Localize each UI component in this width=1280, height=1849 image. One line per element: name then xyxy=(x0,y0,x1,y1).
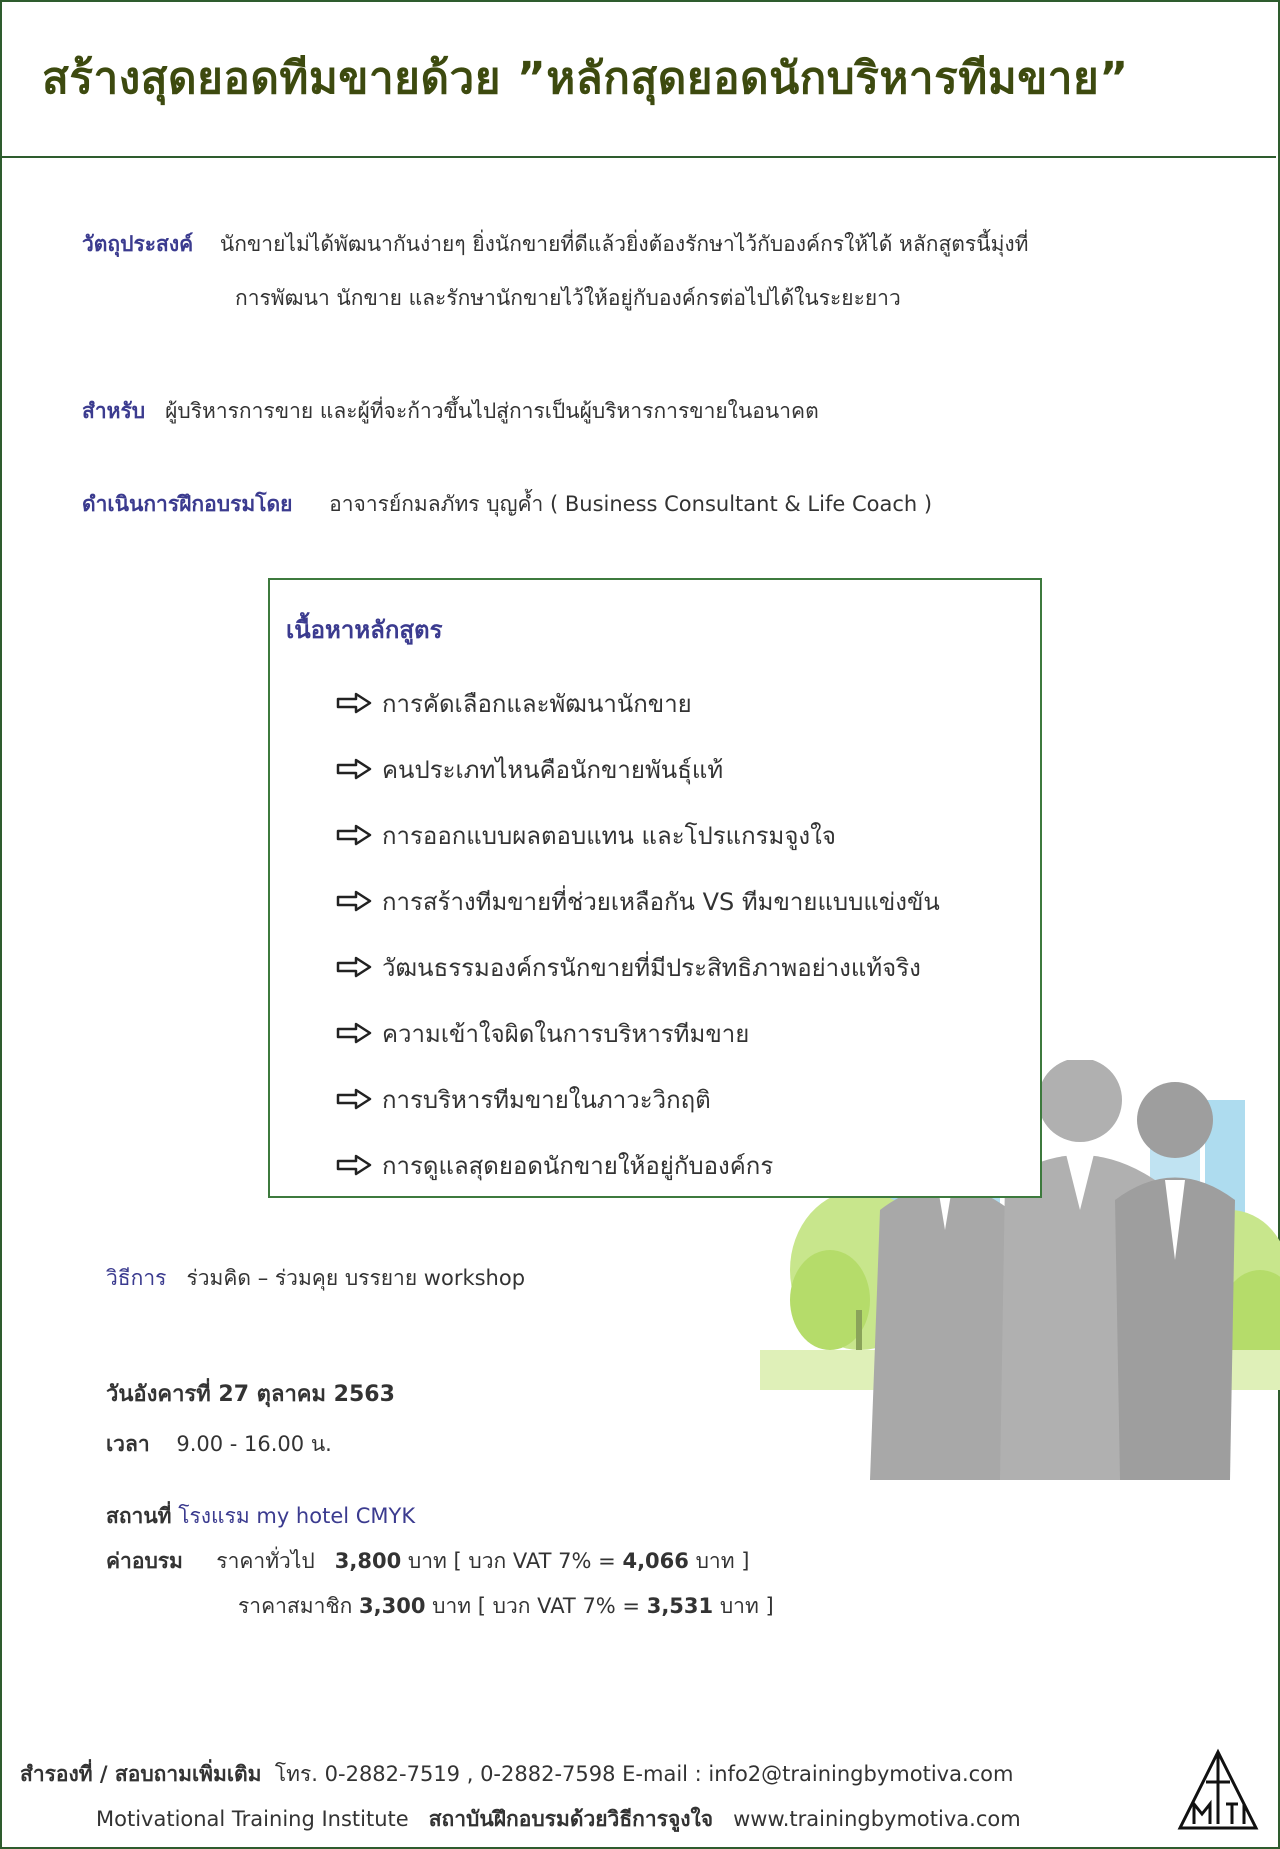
content-item: ความเข้าใจผิดในการบริหารทีมขาย xyxy=(382,1019,750,1048)
fee-member-vat-pre: บาท [ บวก VAT 7% = xyxy=(432,1594,641,1618)
hollow-right-arrow-icon xyxy=(336,758,372,780)
list-item xyxy=(336,670,940,736)
org-name-en: Motivational Training Institute xyxy=(96,1807,409,1831)
header xyxy=(0,0,1276,158)
fee-general-vat-post: บาท ] xyxy=(695,1549,750,1573)
content-item: การสร้างทีมขายที่ช่วยเหลือกัน VS ทีมขายแบบแข่งขัน xyxy=(382,887,940,916)
fee-label: ค่าอบรม xyxy=(106,1549,183,1573)
fee-member-price: 3,300 xyxy=(359,1594,426,1618)
objective-text-1: นักขายไม่ได้พัฒนากันง่ายๆ ยิ่งนักขายที่ดีแล้วยิ่งต้องรักษาไว้กับองค์กรให้ได้ หลักสูตรนี้มุ่งที่ xyxy=(219,232,1029,256)
fee-general-price: 3,800 xyxy=(334,1549,402,1573)
page-title: สร้างสุดยอดทีมขายด้วย ”หลักสุดยอดนักบริหารทีมขาย” xyxy=(42,53,1129,104)
mti-logo xyxy=(1176,1748,1260,1832)
contact-info: โทร. 0-2882-7519 , 0-2882-7598 E-mail : info2@trainingbymotiva.com xyxy=(274,1762,1014,1786)
method-row xyxy=(106,1262,525,1295)
audience-value: ผู้บริหารการขาย และผู้ที่จะก้าวขึ้นไปสู่การเป็นผู้บริหารการขายในอนาคต xyxy=(165,399,819,423)
content-title: เนื้อหาหลักสูตร xyxy=(286,616,443,644)
place-row xyxy=(106,1500,415,1533)
content-item: วัฒนธรรมองค์กรนักขายที่มีประสิทธิภาพอย่างแท้จริง xyxy=(382,953,921,982)
list-item xyxy=(336,1132,940,1198)
audience-label: สำหรับ xyxy=(82,399,146,423)
objective-label: วัตถุประสงค์ xyxy=(82,232,194,256)
fee-member-vat-post: บาท ] xyxy=(719,1594,774,1618)
method-label: วิธีการ xyxy=(106,1266,167,1290)
list-item xyxy=(336,1000,940,1066)
content-item: คนประเภทไหนคือนักขายพันธุ์แท้ xyxy=(382,755,724,784)
time-label: เวลา xyxy=(106,1432,150,1456)
list-item xyxy=(336,1066,940,1132)
footer-contact-row xyxy=(20,1758,1013,1791)
website-link[interactable]: www.trainingbymotiva.com xyxy=(733,1807,1021,1831)
method-value: ร่วมคิด – ร่วมคุย บรรยาย workshop xyxy=(186,1266,526,1290)
time-row xyxy=(106,1428,332,1461)
hollow-right-arrow-icon xyxy=(336,1154,372,1176)
objective-line2: การพัฒนา นักขาย และรักษานักขายไว้ให้อยู่กับองค์กรต่อไปได้ในระยะยาว xyxy=(235,286,901,310)
hollow-right-arrow-icon xyxy=(336,1022,372,1044)
list-item xyxy=(336,868,940,934)
org-name-th: สถาบันฝึกอบรมด้วยวิธีการจูงใจ xyxy=(428,1807,714,1831)
trainer-row xyxy=(82,488,932,521)
reserve-label: สำรองที่ / สอบถามเพิ่มเติม xyxy=(20,1762,262,1786)
fee-general-vat-pre: บาท [ บวก VAT 7% = xyxy=(407,1549,616,1573)
fee-general-label: ราคาทั่วไป xyxy=(216,1549,315,1573)
fee-general-total: 4,066 xyxy=(622,1549,689,1573)
trainer-value: อาจารย์กมลภัทร บุญค้ำ ( Business Consultant & Life Coach ) xyxy=(329,492,933,516)
trainer-label: ดำเนินการฝึกอบรมโดย xyxy=(82,492,293,516)
hollow-right-arrow-icon xyxy=(336,692,372,714)
audience-row xyxy=(82,395,819,428)
fee-member-label: ราคาสมาชิก xyxy=(238,1594,353,1618)
fee-member-row xyxy=(238,1590,774,1623)
hollow-right-arrow-icon xyxy=(336,956,372,978)
list-item xyxy=(336,802,940,868)
hollow-right-arrow-icon xyxy=(336,890,372,912)
hollow-right-arrow-icon xyxy=(336,824,372,846)
course-content-box xyxy=(268,578,1042,1198)
list-item xyxy=(336,934,940,1000)
footer-org-row xyxy=(96,1803,1021,1836)
time-value: 9.00 - 16.00 น. xyxy=(176,1432,332,1456)
objective-line1 xyxy=(82,228,1029,261)
content-item: การบริหารทีมขายในภาวะวิกฤติ xyxy=(382,1085,711,1114)
fee-general-row xyxy=(106,1545,749,1578)
hollow-right-arrow-icon xyxy=(336,1088,372,1110)
place-label: สถานที่ xyxy=(106,1504,172,1528)
content-item: การดูแลสุดยอดนักขายให้อยู่กับองค์กร xyxy=(382,1151,774,1180)
content-item: การออกแบบผลตอบแทน และโปรแกรมจูงใจ xyxy=(382,821,836,850)
fee-member-total: 3,531 xyxy=(646,1594,714,1618)
content-list xyxy=(336,670,940,1198)
content-item: การคัดเลือกและพัฒนานักขาย xyxy=(382,689,692,718)
place-value: โรงแรม my hotel CMYK xyxy=(178,1504,416,1528)
date-text: วันอังคารที่ 27 ตุลาคม 2563 xyxy=(106,1382,395,1407)
list-item xyxy=(336,736,940,802)
